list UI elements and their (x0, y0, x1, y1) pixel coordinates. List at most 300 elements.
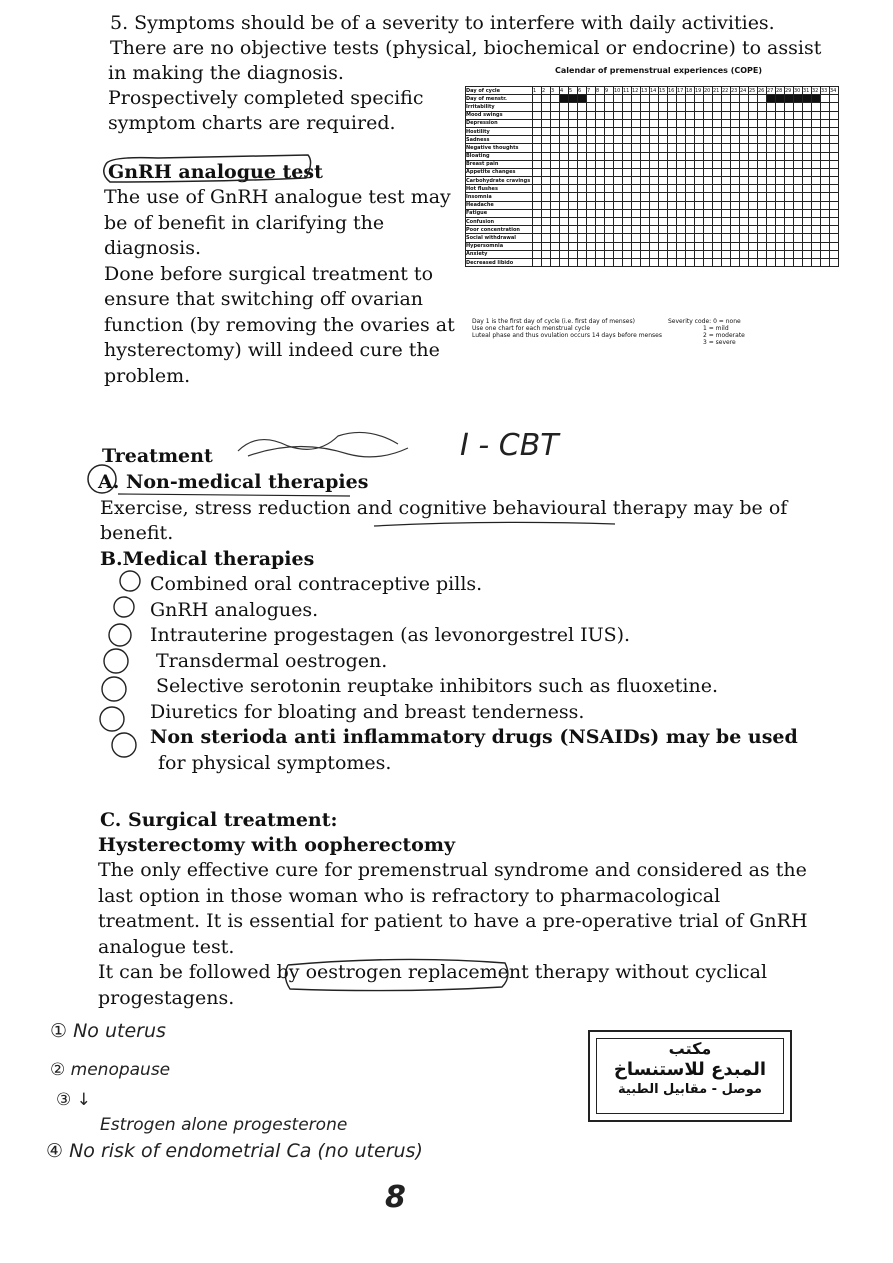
cope-cell (731, 226, 740, 234)
cope-cell (668, 144, 677, 152)
cope-cell (821, 119, 830, 127)
cope-cell (785, 160, 794, 168)
cope-cell (587, 144, 596, 152)
cope-cell (650, 152, 659, 160)
cope-cell (758, 226, 767, 234)
cope-cell (596, 193, 605, 201)
list-item: Intrauterine progestagen (as levonorgestrel IUS). (150, 624, 631, 646)
cope-cell (596, 95, 605, 103)
cope-cell (533, 250, 542, 258)
cope-cell (668, 185, 677, 193)
nonmedical-heading: A. Non-medical therapies (98, 471, 369, 493)
handwritten-note: Estrogen alone progesterone (100, 1115, 348, 1135)
cope-cell (776, 242, 785, 250)
cope-cell (542, 250, 551, 258)
cope-cell (830, 250, 839, 258)
cope-cell (623, 226, 632, 234)
cope-cell (659, 144, 668, 152)
cope-cell (767, 242, 776, 250)
cope-cell (758, 168, 767, 176)
cope-cell (722, 258, 731, 266)
cope-cell (650, 201, 659, 209)
cope-cell (794, 258, 803, 266)
cope-cell (641, 95, 650, 103)
cope-cell (740, 119, 749, 127)
cope-cell (551, 95, 560, 103)
cope-cell (812, 226, 821, 234)
cope-day: 32 (812, 87, 821, 95)
cope-cell (542, 226, 551, 234)
cope-cell (695, 160, 704, 168)
cope-cell (713, 258, 722, 266)
cope-cell (713, 144, 722, 152)
cope-cell (785, 258, 794, 266)
cope-cell (614, 234, 623, 242)
cope-cell (560, 103, 569, 111)
cope-cell (632, 95, 641, 103)
cope-cell (533, 136, 542, 144)
cope-cell (812, 242, 821, 250)
cope-cell (659, 152, 668, 160)
nonmedical-text: Exercise, stress reduction and cognitive behavioural therapy may be of (100, 497, 788, 519)
list-item: Combined oral contraceptive pills. (150, 573, 483, 595)
cope-cell (767, 119, 776, 127)
cope-day: 6 (578, 87, 587, 95)
cope-cell (551, 226, 560, 234)
cope-cell (668, 258, 677, 266)
cope-cell (695, 193, 704, 201)
cope-cell (758, 258, 767, 266)
cope-cell (749, 201, 758, 209)
cope-cell (749, 258, 758, 266)
cope-cell (821, 111, 830, 119)
cope-row-label: Irritability (466, 103, 533, 111)
cope-cell (614, 177, 623, 185)
cope-cell (587, 95, 596, 103)
cope-cell (605, 95, 614, 103)
nonmedical-text-cont: benefit. (100, 522, 174, 544)
cope-cell (542, 160, 551, 168)
cope-cell (569, 218, 578, 226)
cope-cell (713, 185, 722, 193)
cope-cell (677, 242, 686, 250)
cope-cell (605, 209, 614, 217)
cope-cell (722, 95, 731, 103)
cope-cell (569, 242, 578, 250)
cope-cell (749, 111, 758, 119)
cope-cell (722, 218, 731, 226)
cope-cell (740, 258, 749, 266)
cope-cell (812, 168, 821, 176)
cope-cell (695, 242, 704, 250)
cope-cell (551, 119, 560, 127)
cope-cell (551, 103, 560, 111)
cope-cell (623, 242, 632, 250)
cope-cell (677, 201, 686, 209)
cope-cell (785, 218, 794, 226)
cope-day: 22 (722, 87, 731, 95)
cope-cell (830, 103, 839, 111)
cope-cell (812, 209, 821, 217)
cope-day: 12 (632, 87, 641, 95)
cope-cell (722, 111, 731, 119)
cope-cell (641, 103, 650, 111)
cope-cell (569, 119, 578, 127)
cope-cell (740, 218, 749, 226)
cope-cell (695, 127, 704, 135)
cope-cell (695, 144, 704, 152)
cope-cell (758, 185, 767, 193)
cope-cell (659, 218, 668, 226)
cope-cell (794, 119, 803, 127)
cope-cell (560, 226, 569, 234)
cope-cell (641, 193, 650, 201)
cope-cell (731, 250, 740, 258)
cope-cell (596, 234, 605, 242)
cope-row-label: Mood swings (466, 111, 533, 119)
cope-cell (776, 95, 785, 103)
cope-cell (830, 144, 839, 152)
cope-cell (767, 144, 776, 152)
cope-cell (821, 218, 830, 226)
cope-cell (767, 127, 776, 135)
cope-cell (713, 209, 722, 217)
cope-cell (668, 119, 677, 127)
cope-cell (785, 234, 794, 242)
cope-row-label: Breast pain (466, 160, 533, 168)
cope-cell (767, 160, 776, 168)
cope-cell (578, 111, 587, 119)
cope-cell (614, 250, 623, 258)
cope-cell (830, 177, 839, 185)
gnrh-heading: GnRH analogue test (108, 161, 323, 183)
cope-day: 28 (776, 87, 785, 95)
cope-cell (731, 152, 740, 160)
cope-cell (569, 201, 578, 209)
cope-cell (821, 95, 830, 103)
cope-cell (659, 160, 668, 168)
gnrh-line: be of benefit in clarifying the (104, 211, 385, 234)
cope-cell (578, 218, 587, 226)
cope-cell (587, 177, 596, 185)
cope-cell (785, 103, 794, 111)
cope-cell (695, 177, 704, 185)
cope-cell (704, 152, 713, 160)
cope-day: 20 (704, 87, 713, 95)
cope-cell (695, 111, 704, 119)
cope-cell (785, 152, 794, 160)
cope-cell (686, 144, 695, 152)
cope-cell (542, 193, 551, 201)
list-item: GnRH analogues. (150, 598, 319, 621)
cope-cell (578, 250, 587, 258)
cope-cell (794, 103, 803, 111)
medical-list (150, 572, 798, 776)
treatment-heading: Treatment (102, 445, 213, 467)
cope-cell (650, 250, 659, 258)
cope-row-label: Hostility (466, 127, 533, 135)
cope-cell (542, 119, 551, 127)
cope-cell (533, 177, 542, 185)
gnrh-line: hysterectomy) will indeed cure the (104, 339, 440, 361)
cope-note: Use one chart for each menstrual cycle (472, 325, 591, 332)
cope-cell (560, 201, 569, 209)
cope-cell (668, 250, 677, 258)
cope-cell (704, 258, 713, 266)
cope-cell (686, 250, 695, 258)
cope-cell (803, 136, 812, 144)
cope-cell (830, 95, 839, 103)
cope-cell (821, 177, 830, 185)
cope-cell (740, 168, 749, 176)
cope-cell (614, 201, 623, 209)
diagnosis-line: in making the diagnosis. (108, 62, 344, 84)
cope-cell (830, 119, 839, 127)
cope-cell (731, 234, 740, 242)
cope-cell (785, 185, 794, 193)
cope-cell (830, 185, 839, 193)
cope-cell (776, 152, 785, 160)
cope-cell (578, 152, 587, 160)
cope-cell (623, 111, 632, 119)
cope-cell (560, 258, 569, 266)
cope-cell (650, 177, 659, 185)
oestrogen-circle-annotation (280, 955, 520, 995)
cope-cell (731, 201, 740, 209)
cope-cell (578, 234, 587, 242)
cope-cell (677, 226, 686, 234)
cope-cell (677, 136, 686, 144)
cope-cell (596, 144, 605, 152)
cope-cell (596, 258, 605, 266)
severity-code: 1 = mild (703, 325, 729, 332)
severity-code: Severity code: 0 = none (668, 318, 741, 325)
cope-cell (533, 234, 542, 242)
cope-cell (803, 234, 812, 242)
cope-cell (785, 127, 794, 135)
cope-cell (740, 209, 749, 217)
cope-cell (803, 209, 812, 217)
cope-cell (614, 218, 623, 226)
cope-cell (560, 111, 569, 119)
cope-cell (542, 201, 551, 209)
cope-cell (758, 127, 767, 135)
severity-code: 3 = severe (703, 339, 736, 346)
cope-cell (596, 250, 605, 258)
cope-day: 9 (605, 87, 614, 95)
cope-cell (686, 127, 695, 135)
cope-cell (587, 160, 596, 168)
cope-cell (803, 218, 812, 226)
cope-cell (659, 250, 668, 258)
cope-cell (785, 136, 794, 144)
cope-row-label: Day of menstr. (466, 95, 533, 103)
cope-cell (785, 226, 794, 234)
cope-cell (722, 144, 731, 152)
cope-cell (560, 95, 569, 103)
cope-cell (749, 119, 758, 127)
cope-cell (722, 103, 731, 111)
cope-cell (632, 218, 641, 226)
cope-cell (731, 193, 740, 201)
cope-cell (740, 144, 749, 152)
cope-cell (821, 242, 830, 250)
cope-cell (704, 160, 713, 168)
cope-cell (632, 185, 641, 193)
cope-cell (632, 234, 641, 242)
cope-cell (821, 160, 830, 168)
cope-cell (686, 160, 695, 168)
underline-annotation (370, 518, 620, 532)
cope-cell (596, 177, 605, 185)
cope-cell (704, 177, 713, 185)
cope-day: 7 (587, 87, 596, 95)
cope-cell (533, 193, 542, 201)
cope-cell (785, 168, 794, 176)
cope-cell (713, 234, 722, 242)
gnrh-line: The use of GnRH analogue test may (104, 186, 451, 208)
cope-cell (623, 258, 632, 266)
cope-cell (740, 136, 749, 144)
cope-cell (722, 136, 731, 144)
cope-cell (650, 185, 659, 193)
cope-cell (740, 185, 749, 193)
cope-cell (767, 168, 776, 176)
cope-cell (758, 119, 767, 127)
cbt-handwritten: I - CBT (460, 428, 559, 463)
cope-cell (776, 168, 785, 176)
cope-cell (623, 168, 632, 176)
cope-row-label: Hot flushes (466, 185, 533, 193)
cope-cell (560, 119, 569, 127)
cope-cell (812, 103, 821, 111)
cope-cell (677, 144, 686, 152)
cope-cell (803, 119, 812, 127)
cope-row-label: Social withdrawal (466, 234, 533, 242)
cope-cell (641, 234, 650, 242)
cope-cell (695, 95, 704, 103)
cope-cell (596, 111, 605, 119)
cope-cell (686, 111, 695, 119)
cope-cell (641, 127, 650, 135)
surgical-line: The only effective cure for premenstrual syndrome and considered as the (98, 859, 807, 881)
cope-cell (560, 209, 569, 217)
cope-cell (533, 201, 542, 209)
cope-cell (569, 160, 578, 168)
list-item: Diuretics for bloating and breast tenderness. (150, 700, 585, 723)
cope-cell (812, 250, 821, 258)
cope-row-label: Headache (466, 201, 533, 209)
cope-cell (569, 103, 578, 111)
symptom-chart-line2: symptom charts are required. (108, 112, 396, 134)
cope-cell (596, 160, 605, 168)
cope-cell (641, 201, 650, 209)
cope-cell (641, 218, 650, 226)
cope-cell (569, 258, 578, 266)
cope-cell (740, 177, 749, 185)
cope-cell (587, 242, 596, 250)
cope-cell (587, 152, 596, 160)
cope-cell (533, 144, 542, 152)
gnrh-line: function (by removing the ovaries at (104, 313, 455, 336)
cope-cell (686, 95, 695, 103)
cope-cell (677, 160, 686, 168)
cope-cell (803, 111, 812, 119)
cope-cell (605, 218, 614, 226)
cope-cell (650, 160, 659, 168)
cope-cell (812, 201, 821, 209)
cope-day: 14 (650, 87, 659, 95)
surgical-line: progestagens. (98, 986, 235, 1009)
cope-cell (695, 152, 704, 160)
cope-cell (641, 160, 650, 168)
cope-notes (472, 318, 662, 339)
cope-cell (722, 168, 731, 176)
cope-cell (578, 185, 587, 193)
cope-day: 18 (686, 87, 695, 95)
cope-day: 3 (551, 87, 560, 95)
cope-day: 8 (596, 87, 605, 95)
cope-cell (542, 144, 551, 152)
cope-cell (677, 258, 686, 266)
cope-cell (695, 250, 704, 258)
cope-cell (605, 103, 614, 111)
cope-cell (695, 119, 704, 127)
cope-day: 16 (668, 87, 677, 95)
copy-shop-stamp (588, 1030, 792, 1122)
surgical-line: analogue test. (98, 935, 235, 958)
cope-cell (587, 119, 596, 127)
cope-cell (803, 201, 812, 209)
cope-cell (587, 258, 596, 266)
cope-cell (659, 168, 668, 176)
cope-cell (569, 185, 578, 193)
cope-day: 34 (830, 87, 839, 95)
cope-cell (749, 168, 758, 176)
cope-cell (659, 119, 668, 127)
cope-cell (794, 209, 803, 217)
cope-cell (722, 152, 731, 160)
cope-cell (614, 152, 623, 160)
cope-cell (596, 218, 605, 226)
cope-cell (821, 193, 830, 201)
cope-cell (659, 95, 668, 103)
handwritten-note: ④ No risk of endometrial Ca (no uterus) (46, 1140, 423, 1162)
cope-cell (695, 201, 704, 209)
cope-cell (659, 177, 668, 185)
cope-cell (677, 250, 686, 258)
cope-cell (767, 111, 776, 119)
cope-cell (821, 152, 830, 160)
cope-day: 17 (677, 87, 686, 95)
cope-cell (560, 152, 569, 160)
cope-cell (722, 193, 731, 201)
cope-cell (821, 258, 830, 266)
cope-cell (650, 144, 659, 152)
cope-cell (812, 136, 821, 144)
cope-cell (812, 160, 821, 168)
cope-day: 1 (533, 87, 542, 95)
cope-cell (794, 250, 803, 258)
cope-cell (758, 177, 767, 185)
cope-cell (812, 193, 821, 201)
cope-cell (614, 127, 623, 135)
cope-cell (704, 144, 713, 152)
cope-cell (794, 152, 803, 160)
nonmedical-circle-annotation (80, 460, 370, 500)
cope-cell (776, 209, 785, 217)
cope-cell (542, 127, 551, 135)
